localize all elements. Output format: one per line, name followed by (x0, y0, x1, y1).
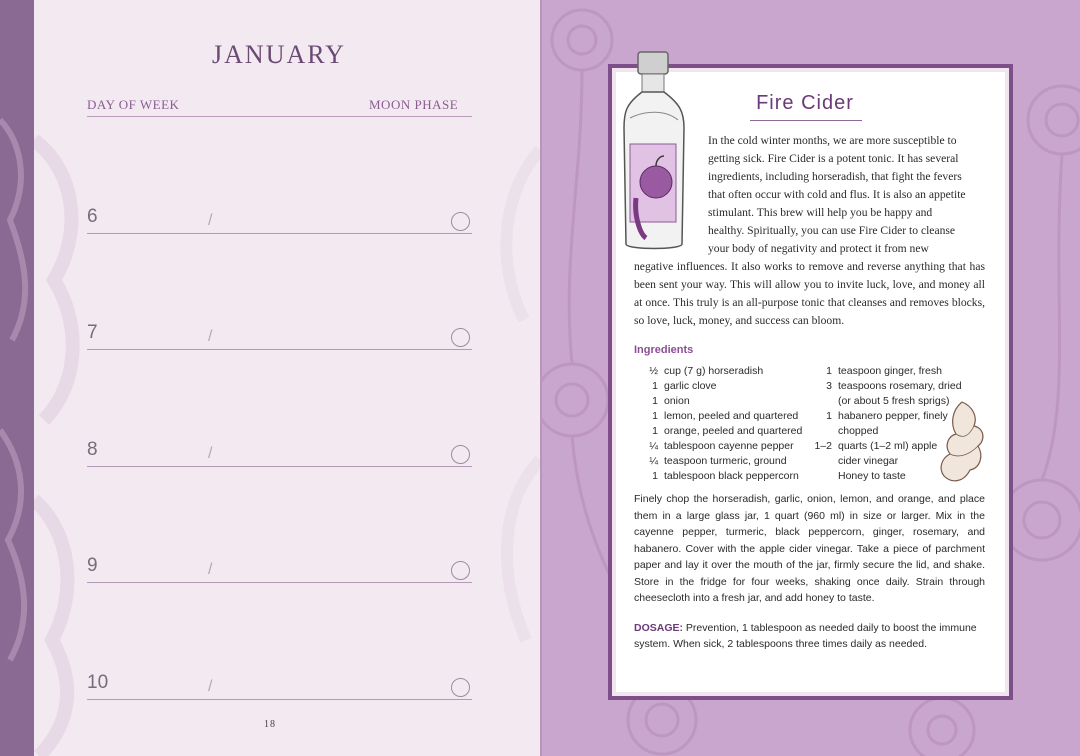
moon-phase-circle-icon[interactable] (451, 561, 470, 580)
ingredient-item: ¼ tablespoon cayenne pepper (649, 440, 794, 452)
intro-line: In the cold winter months, we are more susceptible to (708, 134, 957, 147)
ingredient-item: 1–2 quarts (1–2 ml) apple (814, 440, 938, 452)
ingredient-item: cider vinegar (838, 455, 899, 467)
date-separator: / (208, 212, 213, 229)
intro-line: ingredients, including horseradish, that fight the fevers (708, 170, 962, 183)
day-number: 6 (87, 206, 98, 227)
ingredients-heading: Ingredients (634, 344, 694, 356)
entry-line (87, 233, 472, 234)
day-number: 8 (87, 439, 98, 460)
ingredient-item: 3 teaspoons rosemary, dried (826, 380, 962, 392)
intro-line: healthy. Spiritually, you can use Fire Cider to cleanse (708, 224, 956, 237)
ingredient-item: 1 teaspoon ginger, fresh (826, 365, 942, 377)
ingredient-item: 1 tablespoon black peppercorn (652, 470, 799, 482)
ingredients-list-left (640, 364, 802, 484)
day-number: 7 (87, 322, 98, 343)
ingredient-item: 1 onion (652, 395, 690, 407)
moon-phase-circle-icon[interactable] (451, 445, 470, 464)
page-number: 18 (264, 719, 276, 730)
day-number: 9 (87, 555, 98, 576)
planner-page (34, 0, 540, 756)
leaf-watermark-icon (34, 0, 540, 756)
recipe-intro-continued: negative influences. It also works to remove and reverse anything that has been sent your way. This will allow you to invite luck, love, and money all at once. This truly is an all-purpose tonic that cleanses and removes blocks, so love, luck, money, and success can bloom. (634, 260, 985, 327)
ingredient-item: chopped (838, 425, 879, 437)
ingredient-item: 1 habanero pepper, finely (826, 410, 948, 422)
day-entry-6[interactable] (87, 204, 472, 234)
ingredient-item: 1 lemon, peeled and quartered (652, 410, 799, 422)
month-title: JANUARY (212, 40, 346, 69)
recipe-intro (708, 132, 985, 258)
moon-phase-circle-icon[interactable] (451, 212, 470, 231)
ingredient-item: (or about 5 fresh sprigs) (838, 395, 950, 407)
recipe-title: Fire Cider (756, 92, 854, 114)
day-entry-10[interactable] (87, 670, 472, 700)
recipe-directions: Finely chop the horseradish, garlic, onion, lemon, and orange, and place them in a large glass jar, 1 quart (960 ml) in size or larger. Mix in the cayenne pepper, turmeric, black peppercorn, ginger, rosemary, and habanero. Cover with the apple cider vinegar. Take a piece of parchment paper and lay it over the mouth of the jar, firmly secure the lid, and shake. Store in the fridge for four weeks, shaking once daily. Strain through cheesecloth into a fresh jar, and add honey to taste. (634, 493, 985, 604)
leaf-pattern-icon (0, 0, 34, 756)
entry-line (87, 466, 472, 467)
day-number: 10 (87, 672, 109, 693)
moon-phase-circle-icon[interactable] (451, 678, 470, 697)
day-entry-8[interactable] (87, 437, 472, 467)
ingredient-item: Honey to taste (838, 470, 906, 482)
moon-phase-circle-icon[interactable] (451, 328, 470, 347)
entry-line (87, 699, 472, 700)
ingredient-item: ¼ teaspoon turmeric, ground (649, 455, 787, 467)
intro-line: getting sick. Fire Cider is a potent tonic. It has several (708, 152, 959, 165)
ingredient-item: ½ cup (7 g) horseradish (649, 365, 764, 377)
title-underline (750, 120, 862, 121)
date-separator: / (208, 678, 213, 695)
intro-line: your body of negativity and protect it from new (708, 242, 929, 255)
dosage-note (634, 620, 985, 652)
entry-line (87, 349, 472, 350)
date-separator: / (208, 445, 213, 462)
moon-phase-header: MOON PHASE (369, 97, 459, 112)
day-entry-7[interactable] (87, 320, 472, 350)
entry-line (87, 582, 472, 583)
day-entry-9[interactable] (87, 553, 472, 583)
header-divider (87, 116, 472, 117)
intro-line: that often occur with cold and flus. It is also an appetite (708, 188, 966, 201)
ingredient-item: 1 garlic clove (652, 380, 717, 392)
dosage-label: DOSAGE: (634, 622, 684, 634)
intro-line: stimulant. This brew will help you be happy and (708, 206, 933, 219)
ingredient-item: 1 orange, peeled and quartered (652, 425, 803, 437)
tonic-bottle-icon (616, 48, 694, 258)
date-separator: / (208, 561, 213, 578)
book-edge (0, 0, 34, 756)
dosage-text: Prevention, 1 tablespoon as needed daily to boost the immune system. When sick, 2 tablespoons three times daily as needed. (634, 622, 977, 650)
day-of-week-header: DAY OF WEEK (87, 97, 180, 112)
date-separator: / (208, 328, 213, 345)
ginger-root-icon (934, 398, 988, 488)
